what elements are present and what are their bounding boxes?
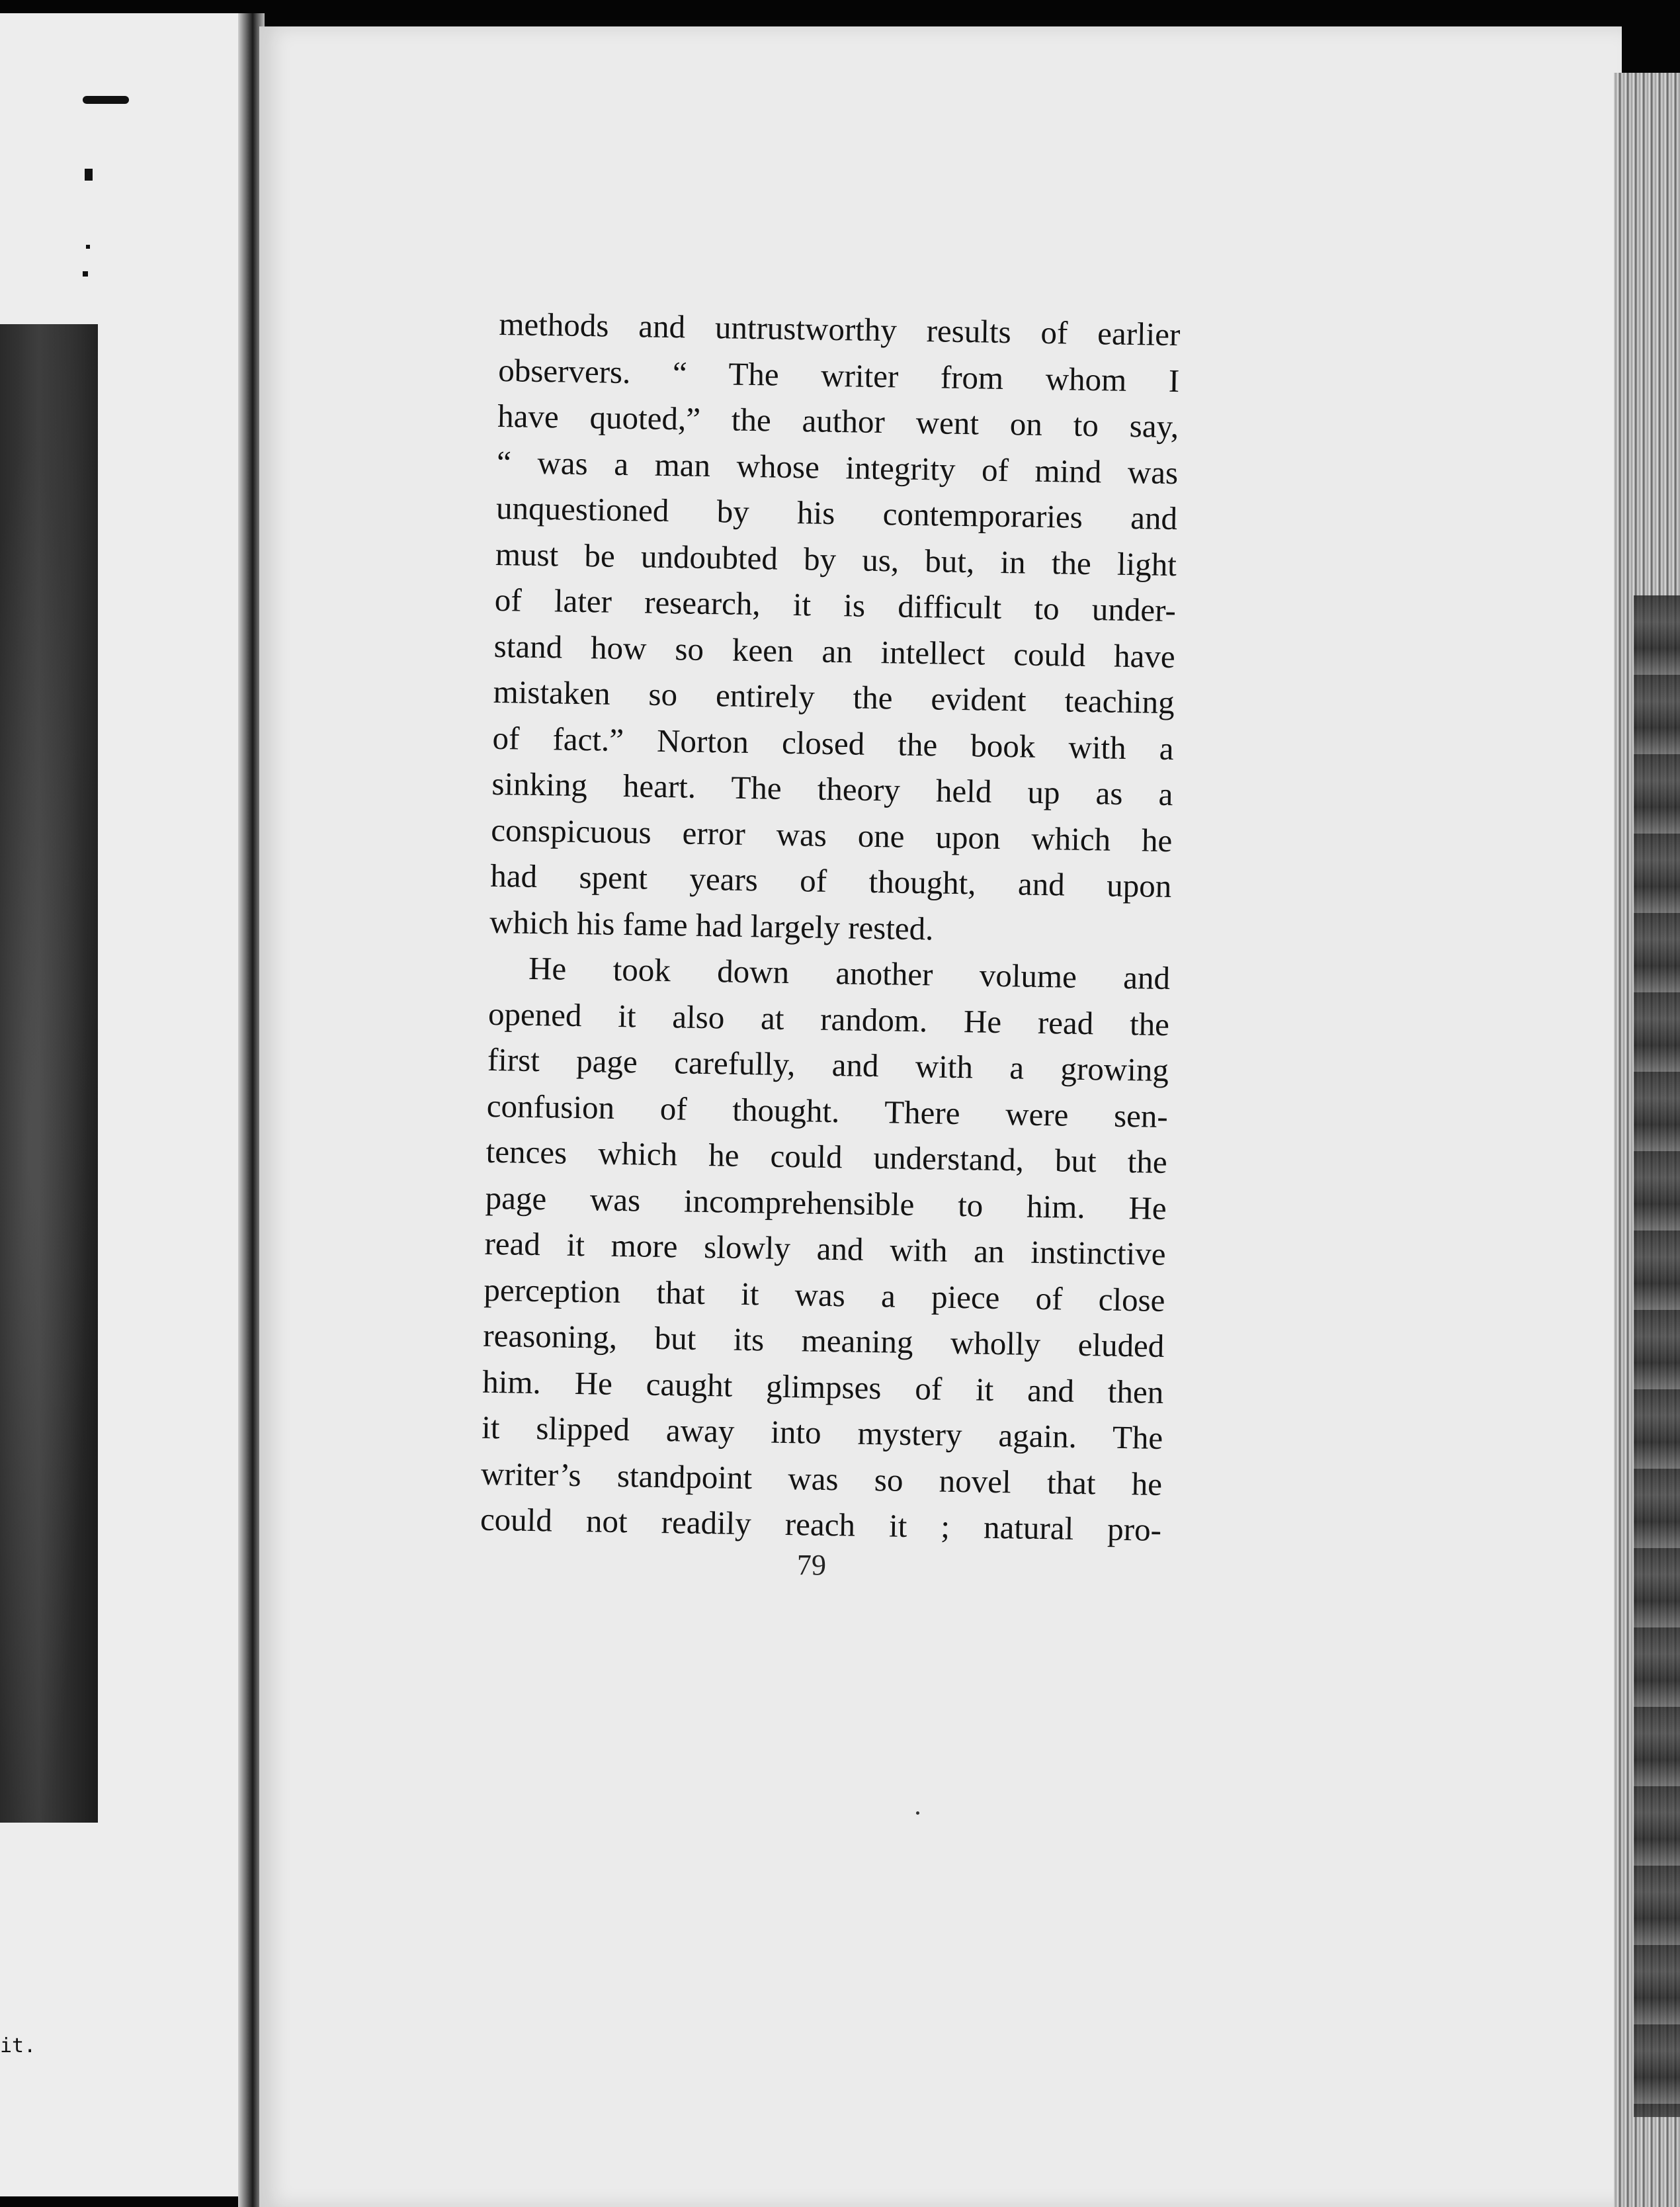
text-line: of later research, it is difficult to under- bbox=[494, 581, 1177, 629]
ink-mark bbox=[83, 96, 129, 104]
text-line: had spent years of thought, and upon bbox=[489, 857, 1172, 905]
ink-mark bbox=[86, 245, 90, 249]
page-number: 79 bbox=[797, 1549, 826, 1581]
text-line: page was incomprehensible to him. He bbox=[485, 1179, 1167, 1227]
text-line: which his fame had largely rested. bbox=[489, 903, 934, 947]
text-line: methods and untrustworthy results of earlier bbox=[499, 305, 1181, 353]
text-line: stand how so keen an intellect could have bbox=[493, 627, 1176, 675]
text-line: him. He caught glimpses of it and then bbox=[482, 1363, 1164, 1410]
text-line: it slipped away into mystery again. The bbox=[481, 1408, 1163, 1456]
left-caption-fragment: it. bbox=[0, 2034, 36, 2057]
paper-speck bbox=[916, 1811, 919, 1815]
ink-mark bbox=[85, 169, 93, 181]
text-line: reasoning, but its meaning wholly eluded bbox=[483, 1317, 1165, 1364]
ink-mark bbox=[83, 271, 88, 277]
left-facing-page bbox=[0, 13, 255, 2196]
page-edges-shadow bbox=[1634, 595, 1680, 2117]
text-line: writer’s standpoint was so novel that he bbox=[480, 1455, 1163, 1502]
text-line: must be undoubted by us, but, in the light bbox=[495, 535, 1177, 583]
text-line: read it more slowly and with an instinctive bbox=[484, 1225, 1166, 1272]
left-plate-photograph bbox=[0, 324, 98, 1823]
text-line: tences which he could understand, but the bbox=[485, 1133, 1168, 1181]
text-line: He took down another volume and bbox=[528, 949, 1171, 997]
text-line: sinking heart. The theory held up as a bbox=[491, 765, 1173, 813]
text-line: conspicuous error was one upon which he bbox=[491, 811, 1173, 859]
text-line: unquestioned by his contemporaries and bbox=[495, 489, 1178, 537]
text-line: first page carefully, and with a growing bbox=[487, 1041, 1169, 1089]
text-line: “ was a man whose integrity of mind was bbox=[496, 443, 1179, 491]
text-line: mistaken so entirely the evident teaching bbox=[493, 673, 1175, 721]
text-line: observers. “ The writer from whom I bbox=[497, 351, 1180, 399]
text-line: could not readily reach it ; natural pro- bbox=[480, 1500, 1162, 1548]
body-text bbox=[480, 301, 1181, 1553]
text-line: perception that it was a piece of close bbox=[483, 1271, 1165, 1319]
text-line: of fact.” Norton closed the book with a bbox=[492, 719, 1174, 767]
text-line: opened it also at random. He read the bbox=[487, 995, 1170, 1043]
text-line: confusion of thought. There were sen- bbox=[486, 1087, 1169, 1135]
text-line: have quoted,” the author went on to say, bbox=[497, 397, 1179, 445]
